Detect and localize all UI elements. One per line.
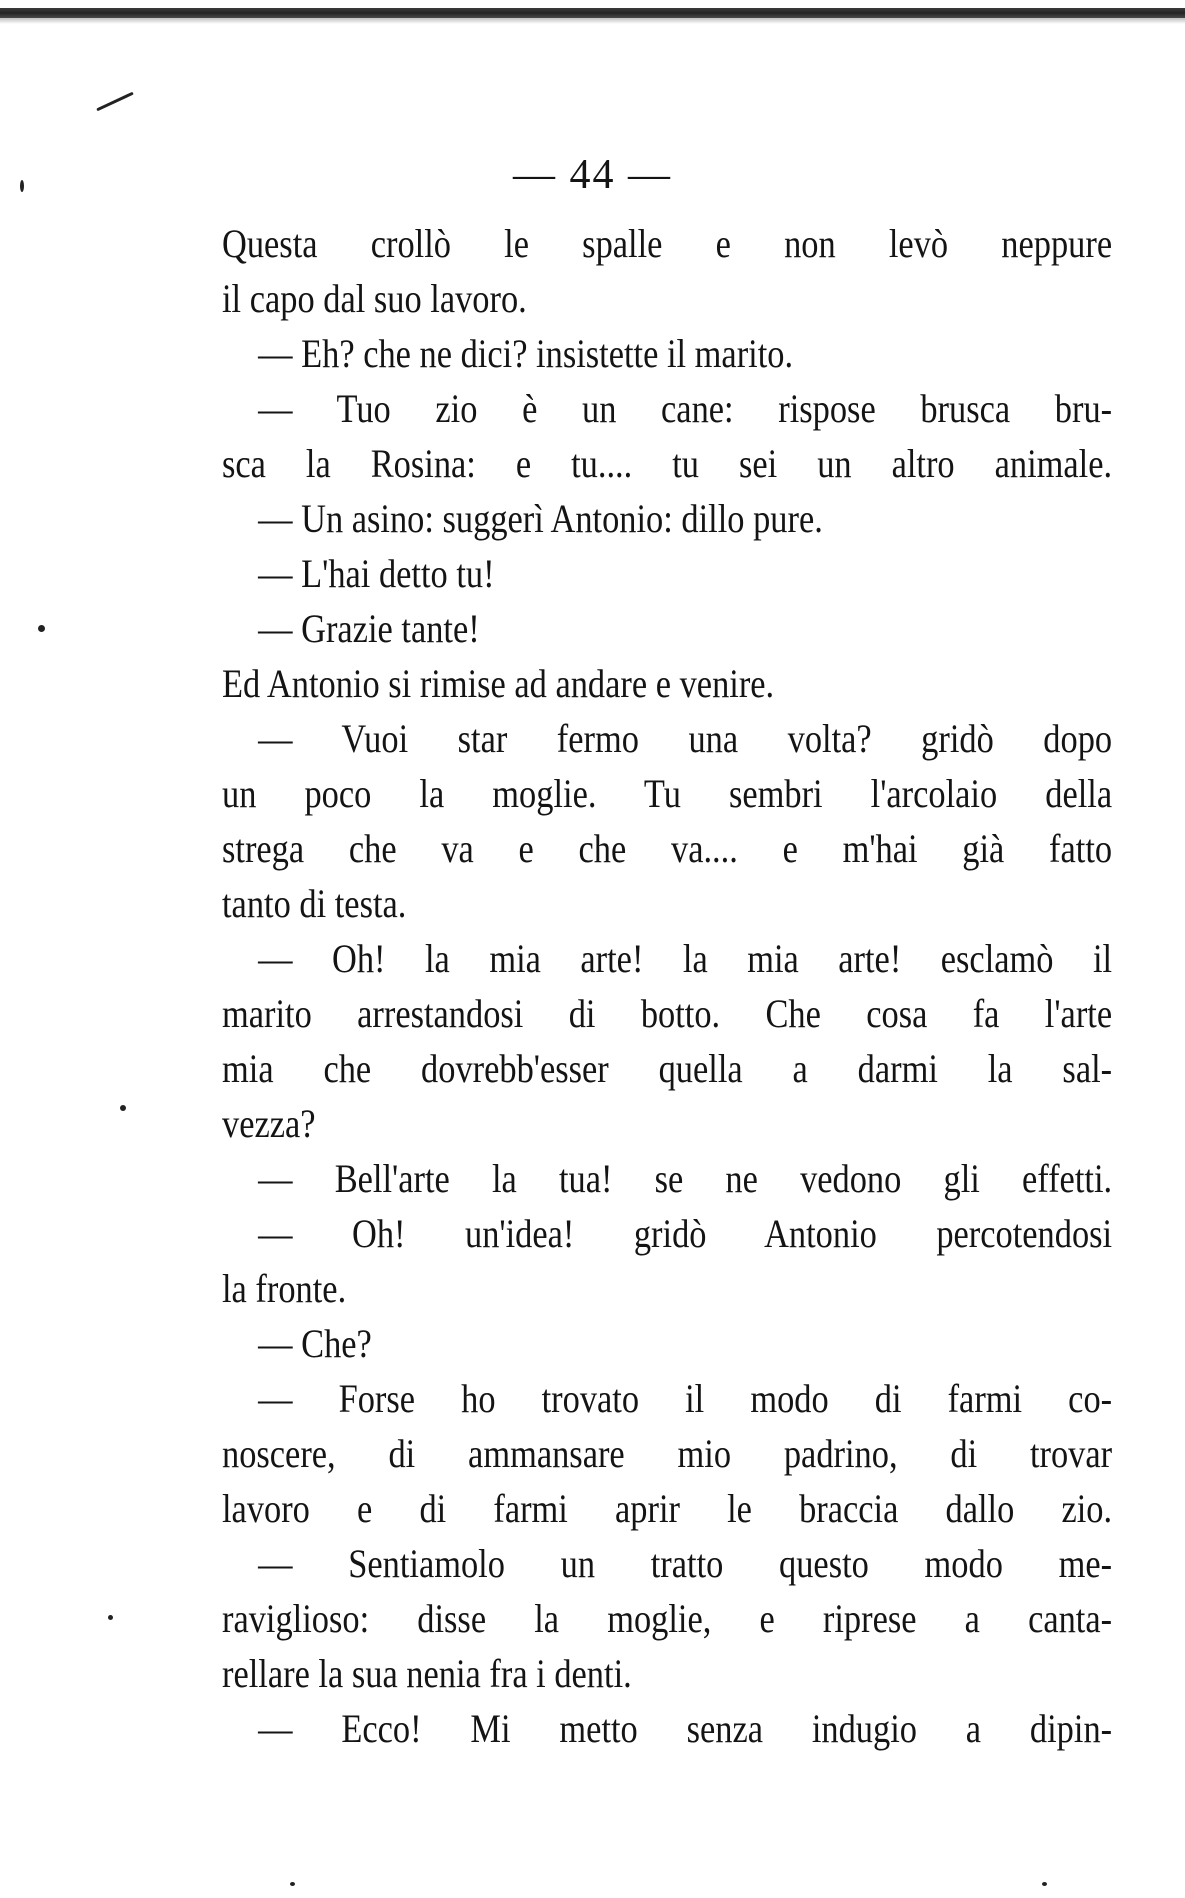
scan-speck — [96, 92, 134, 112]
text-line: strega che va e che va.... e m'hai già fatto — [222, 826, 1113, 871]
text-line: la fronte. — [222, 1266, 347, 1311]
text-line: — Bell'arte la tua! se ne vedono gli effetti. — [258, 1156, 1113, 1201]
body-text — [222, 216, 1112, 1756]
text-line: rellare la sua nenia fra i denti. — [222, 1651, 632, 1696]
text-line: — Un asino: suggerì Antonio: dillo pure. — [258, 496, 823, 541]
scan-speck — [108, 1615, 113, 1620]
text-line: — Che? — [258, 1321, 372, 1366]
page-number: — 44 — — [513, 152, 672, 198]
text-line: noscere, di ammansare mio padrino, di trovar — [222, 1431, 1113, 1476]
text-line: tanto di testa. — [222, 881, 407, 926]
top-edge-shadow — [0, 18, 1185, 24]
text-line: — Ecco! Mi metto senza indugio a dipin- — [258, 1706, 1113, 1751]
text-line: — Tuo zio è un cane: rispose brusca bru- — [258, 386, 1113, 431]
text-line: sca la Rosina: e tu.... tu sei un altro animale. — [222, 441, 1113, 486]
scan-speck — [290, 1882, 295, 1886]
text-line: Ed Antonio si rimise ad andare e venire. — [222, 661, 775, 706]
text-line: — L'hai detto tu! — [258, 551, 495, 596]
text-line: Questa crollò le spalle e non levò neppure — [222, 221, 1113, 266]
text-line: vezza? — [222, 1101, 316, 1146]
scan-speck — [120, 1105, 126, 1111]
text-line: mia che dovrebb'esser quella a darmi la sal- — [222, 1046, 1113, 1091]
text-line: — Oh! un'idea! gridò Antonio percotendosi — [258, 1211, 1113, 1256]
top-edge-rule — [0, 8, 1185, 18]
text-line: — Oh! la mia arte! la mia arte! esclamò il — [258, 936, 1113, 981]
text-line: — Eh? che ne dici? insistette il marito. — [258, 331, 794, 376]
scan-speck — [20, 180, 24, 192]
text-line: lavoro e di farmi aprir le braccia dallo zio. — [222, 1486, 1113, 1531]
text-line: raviglioso: disse la moglie, e riprese a canta- — [222, 1596, 1113, 1641]
text-line: marito arrestandosi di botto. Che cosa fa l'arte — [222, 991, 1113, 1036]
scan-speck — [1042, 1882, 1047, 1886]
text-line: — Grazie tante! — [258, 606, 480, 651]
text-line: — Forse ho trovato il modo di farmi co- — [258, 1376, 1113, 1421]
text-line: un poco la moglie. Tu sembri l'arcolaio della — [222, 771, 1113, 816]
text-line: — Vuoi star fermo una volta? gridò dopo — [258, 716, 1113, 761]
text-line: il capo dal suo lavoro. — [222, 276, 527, 321]
text-line: — Sentiamolo un tratto questo modo me- — [258, 1541, 1113, 1586]
scan-speck — [38, 625, 45, 632]
